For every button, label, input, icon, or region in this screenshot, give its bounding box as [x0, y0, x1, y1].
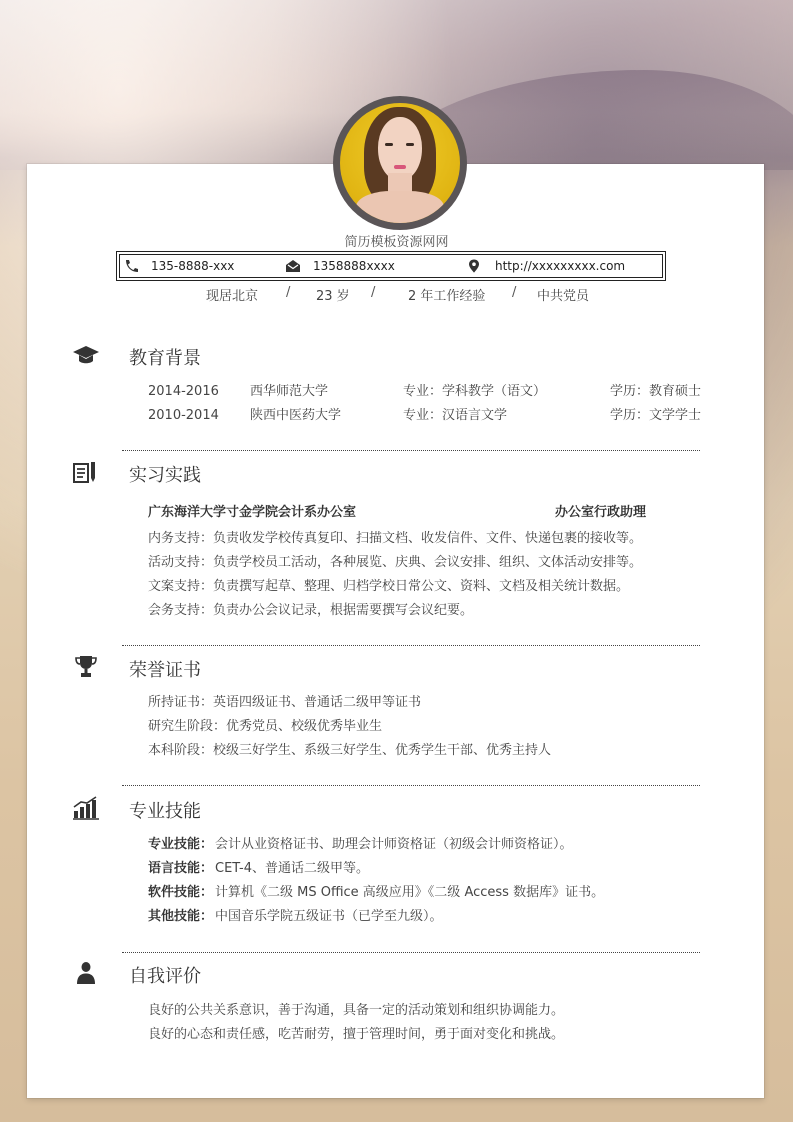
basic-city: 现居北京 — [206, 289, 259, 304]
trophy-icon — [72, 655, 100, 679]
edu-period: 2014-2016 — [148, 384, 219, 399]
avatar-photo — [340, 103, 460, 223]
skill-label: 专业技能： — [148, 837, 214, 852]
edu-major: 专业：学科教学（语文） — [403, 384, 547, 399]
basic-experience: 2 年工作经验 — [408, 289, 486, 304]
resume-paper — [27, 164, 764, 1098]
edu-school: 陕西中医药大学 — [250, 408, 342, 423]
internship-line: 文案支持：负责撰写起草、整理、归档学校日常公文、资料、文档及相关统计数据。 — [148, 579, 630, 594]
email-value: 1358888xxxx — [313, 259, 395, 273]
basic-separator: / — [371, 285, 376, 300]
section-title-skills: 专业技能 — [129, 801, 201, 822]
edu-degree: 学历：教育硕士 — [610, 384, 702, 399]
basic-separator: / — [512, 285, 517, 300]
section-divider — [122, 645, 700, 646]
skill-text: 会计从业资格证书、助理会计师资格证（初级会计师资格证）。 — [215, 837, 573, 852]
internship-line: 会务支持：负责办公会议记录，根据需要撰写会议纪要。 — [148, 603, 474, 618]
skill-label: 语言技能： — [148, 861, 214, 876]
edu-degree: 学历：文学学士 — [610, 408, 702, 423]
internship-position: 办公室行政助理 — [555, 505, 647, 520]
skill-text: CET-4、普通话二级甲等。 — [215, 861, 370, 876]
website-value: http://xxxxxxxxx.com — [495, 259, 626, 273]
location-pin-icon — [467, 259, 481, 273]
internship-line: 内务支持：负责收发学校传真复印、扫描文档、收发信件、文件、快递包裹的接收等。 — [148, 531, 643, 546]
resume-name: 简历模板资源网网 — [344, 235, 449, 250]
email-icon — [285, 259, 301, 273]
honor-line: 本科阶段：校级三好学生、系级三好学生、优秀学生干部、优秀主持人 — [148, 743, 552, 758]
section-title-self: 自我评价 — [129, 966, 201, 987]
section-title-education: 教育背景 — [129, 348, 201, 369]
graduation-cap-icon — [72, 344, 100, 368]
phone-value: 135-8888-xxx — [151, 259, 235, 273]
honor-line: 所持证书：英语四级证书、普通话二级甲等证书 — [148, 695, 422, 710]
skill-text: 中国音乐学院五级证书（已学至九级）。 — [215, 909, 443, 924]
contact-bar — [116, 251, 666, 281]
person-icon — [72, 961, 100, 985]
notebook-pen-icon — [72, 460, 100, 484]
basic-separator: / — [286, 285, 291, 300]
basic-politics: 中共党员 — [537, 289, 590, 304]
self-line: 良好的公共关系意识，善于沟通，具备一定的活动策划和组织协调能力。 — [148, 1003, 565, 1018]
basic-age: 23 岁 — [316, 289, 350, 304]
section-title-honors: 荣誉证书 — [129, 660, 201, 681]
section-title-internship: 实习实践 — [129, 465, 201, 486]
internship-company: 广东海洋大学寸金学院会计系办公室 — [148, 505, 357, 520]
honor-line: 研究生阶段：优秀党员、校级优秀毕业生 — [148, 719, 383, 734]
skill-label: 其他技能： — [148, 909, 214, 924]
internship-line: 活动支持：负责学校员工活动，各种展览、庆典、会议安排、组织、文体活动安排等。 — [148, 555, 643, 570]
skill-label: 软件技能： — [148, 885, 214, 900]
edu-period: 2010-2014 — [148, 408, 219, 423]
section-divider — [122, 952, 700, 953]
edu-major: 专业：汉语言文学 — [403, 408, 508, 423]
phone-icon — [123, 259, 139, 273]
edu-school: 西华师范大学 — [250, 384, 329, 399]
skill-text: 计算机《二级 MS Office 高级应用》《二级 Access 数据库》证书。 — [215, 885, 605, 900]
avatar — [333, 96, 467, 230]
section-divider — [122, 785, 700, 786]
self-line: 良好的心态和责任感，吃苦耐劳，擅于管理时间，勇于面对变化和挑战。 — [148, 1027, 565, 1042]
bar-chart-icon — [72, 796, 100, 820]
section-divider — [122, 450, 700, 451]
